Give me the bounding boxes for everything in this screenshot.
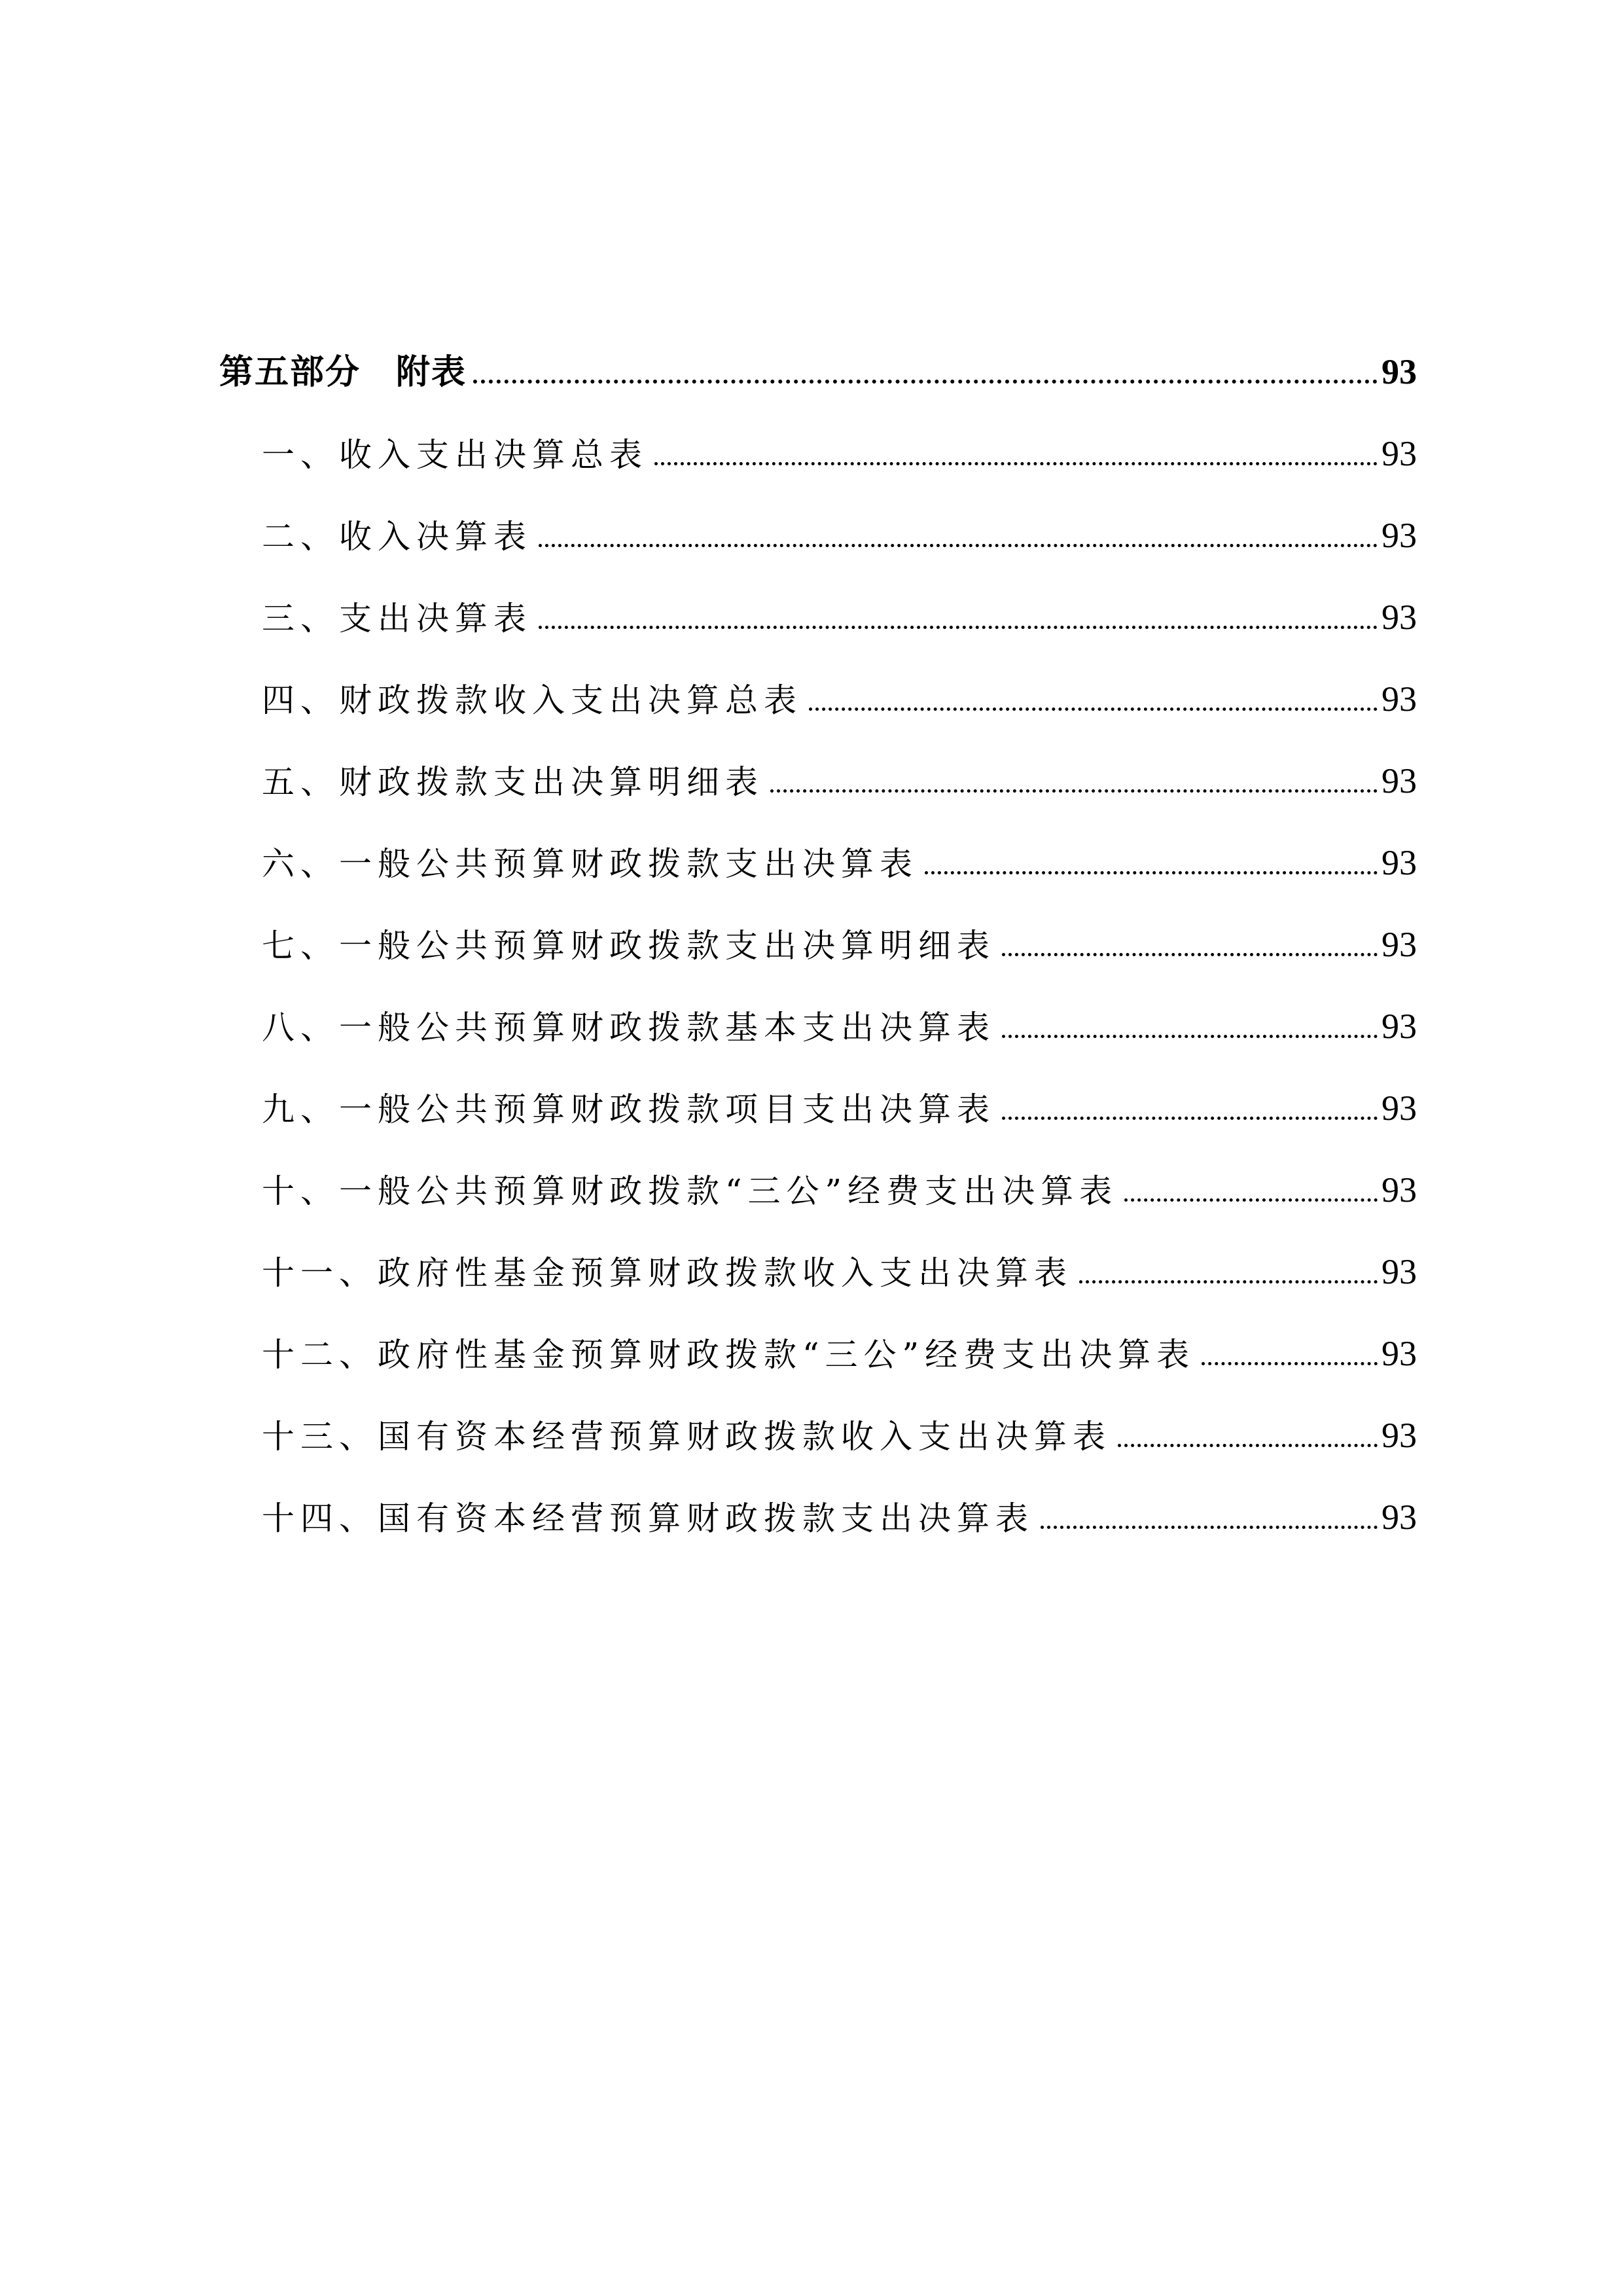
dot-leader bbox=[925, 871, 1378, 874]
toc-entry[interactable] bbox=[219, 1371, 1417, 1456]
toc-entry-page: 93 bbox=[1382, 679, 1417, 719]
toc-entry-page: 93 bbox=[1382, 1416, 1417, 1455]
dot-leader bbox=[770, 789, 1378, 793]
toc-entry[interactable] bbox=[219, 880, 1417, 965]
toc-entry[interactable] bbox=[219, 1044, 1417, 1126]
toc-entry[interactable] bbox=[219, 389, 1417, 474]
toc-entry[interactable] bbox=[219, 1126, 1417, 1208]
table-of-contents bbox=[219, 308, 1417, 1535]
toc-entry-page: 93 bbox=[1382, 761, 1417, 800]
toc-entry[interactable] bbox=[219, 553, 1417, 635]
toc-entry-page: 93 bbox=[1382, 516, 1417, 555]
toc-entry-title: 七、一般公共预算财政拨款支出决算明细表 bbox=[262, 927, 995, 965]
toc-entry-page: 93 bbox=[1382, 434, 1417, 473]
toc-entry-title: 十四、国有资本经营预算财政拨款支出决算表 bbox=[262, 1499, 1034, 1537]
toc-entry[interactable] bbox=[219, 717, 1417, 801]
toc-entry-title: 五、财政拨款支出决算明细表 bbox=[262, 763, 764, 801]
dot-leader bbox=[1002, 1117, 1378, 1120]
toc-entry-title: 四、财政拨款收入支出决算总表 bbox=[262, 681, 802, 719]
dot-leader bbox=[809, 708, 1378, 711]
toc-entry-page: 93 bbox=[1382, 1498, 1417, 1537]
toc-entry-title: 九、一般公共预算财政拨款项目支出决算表 bbox=[262, 1090, 995, 1128]
toc-entry-page: 93 bbox=[1382, 843, 1417, 882]
toc-entry[interactable] bbox=[219, 798, 1417, 883]
dot-leader bbox=[1118, 1444, 1378, 1447]
toc-entry-page: 93 bbox=[1382, 1252, 1417, 1291]
toc-entry-page: 93 bbox=[1382, 1334, 1417, 1373]
dot-leader bbox=[1079, 1280, 1378, 1283]
toc-entry-page: 93 bbox=[1382, 1088, 1417, 1128]
toc-entry-title: 十一、政府性基金预算财政拨款收入支出决算表 bbox=[262, 1254, 1073, 1292]
toc-entry-page: 93 bbox=[1382, 1007, 1417, 1046]
dot-leader bbox=[1002, 1035, 1378, 1038]
dot-leader bbox=[1202, 1362, 1378, 1365]
toc-entry[interactable] bbox=[219, 962, 1417, 1047]
toc-entry[interactable] bbox=[219, 1289, 1417, 1374]
dot-leader bbox=[1041, 1526, 1378, 1529]
dot-leader bbox=[654, 462, 1378, 465]
toc-section-page: 93 bbox=[1382, 352, 1417, 391]
toc-entry-title: 八、一般公共预算财政拨款基本支出决算表 bbox=[262, 1009, 995, 1047]
toc-entry-title: 十、一般公共预算财政拨款“三公”经费支出决算表 bbox=[262, 1172, 1118, 1210]
toc-entry[interactable] bbox=[219, 471, 1417, 556]
dot-leader bbox=[539, 626, 1378, 629]
toc-entry[interactable] bbox=[219, 635, 1417, 717]
toc-entry-title: 六、一般公共预算财政拨款支出决算表 bbox=[262, 845, 918, 883]
toc-entry-title: 十二、政府性基金预算财政拨款“三公”经费支出决算表 bbox=[262, 1336, 1196, 1374]
toc-section-title: 第五部分 附表 bbox=[219, 352, 467, 392]
toc-section-entry[interactable] bbox=[219, 308, 1417, 392]
toc-entry-title: 十三、国有资本经营预算财政拨款收入支出决算表 bbox=[262, 1418, 1111, 1456]
dot-leader bbox=[473, 380, 1378, 384]
toc-entry-page: 93 bbox=[1382, 1170, 1417, 1210]
dot-leader bbox=[1124, 1198, 1378, 1202]
toc-entry-title: 一、收入支出决算总表 bbox=[262, 436, 648, 474]
toc-entry-title: 二、收入决算表 bbox=[262, 518, 532, 556]
toc-entry-page: 93 bbox=[1382, 925, 1417, 964]
toc-entry-title: 三、支出决算表 bbox=[262, 600, 532, 637]
toc-entry-page: 93 bbox=[1382, 598, 1417, 637]
toc-entry[interactable] bbox=[219, 1453, 1417, 1535]
dot-leader bbox=[539, 544, 1378, 547]
toc-entry[interactable] bbox=[219, 1208, 1417, 1292]
dot-leader bbox=[1002, 953, 1378, 956]
